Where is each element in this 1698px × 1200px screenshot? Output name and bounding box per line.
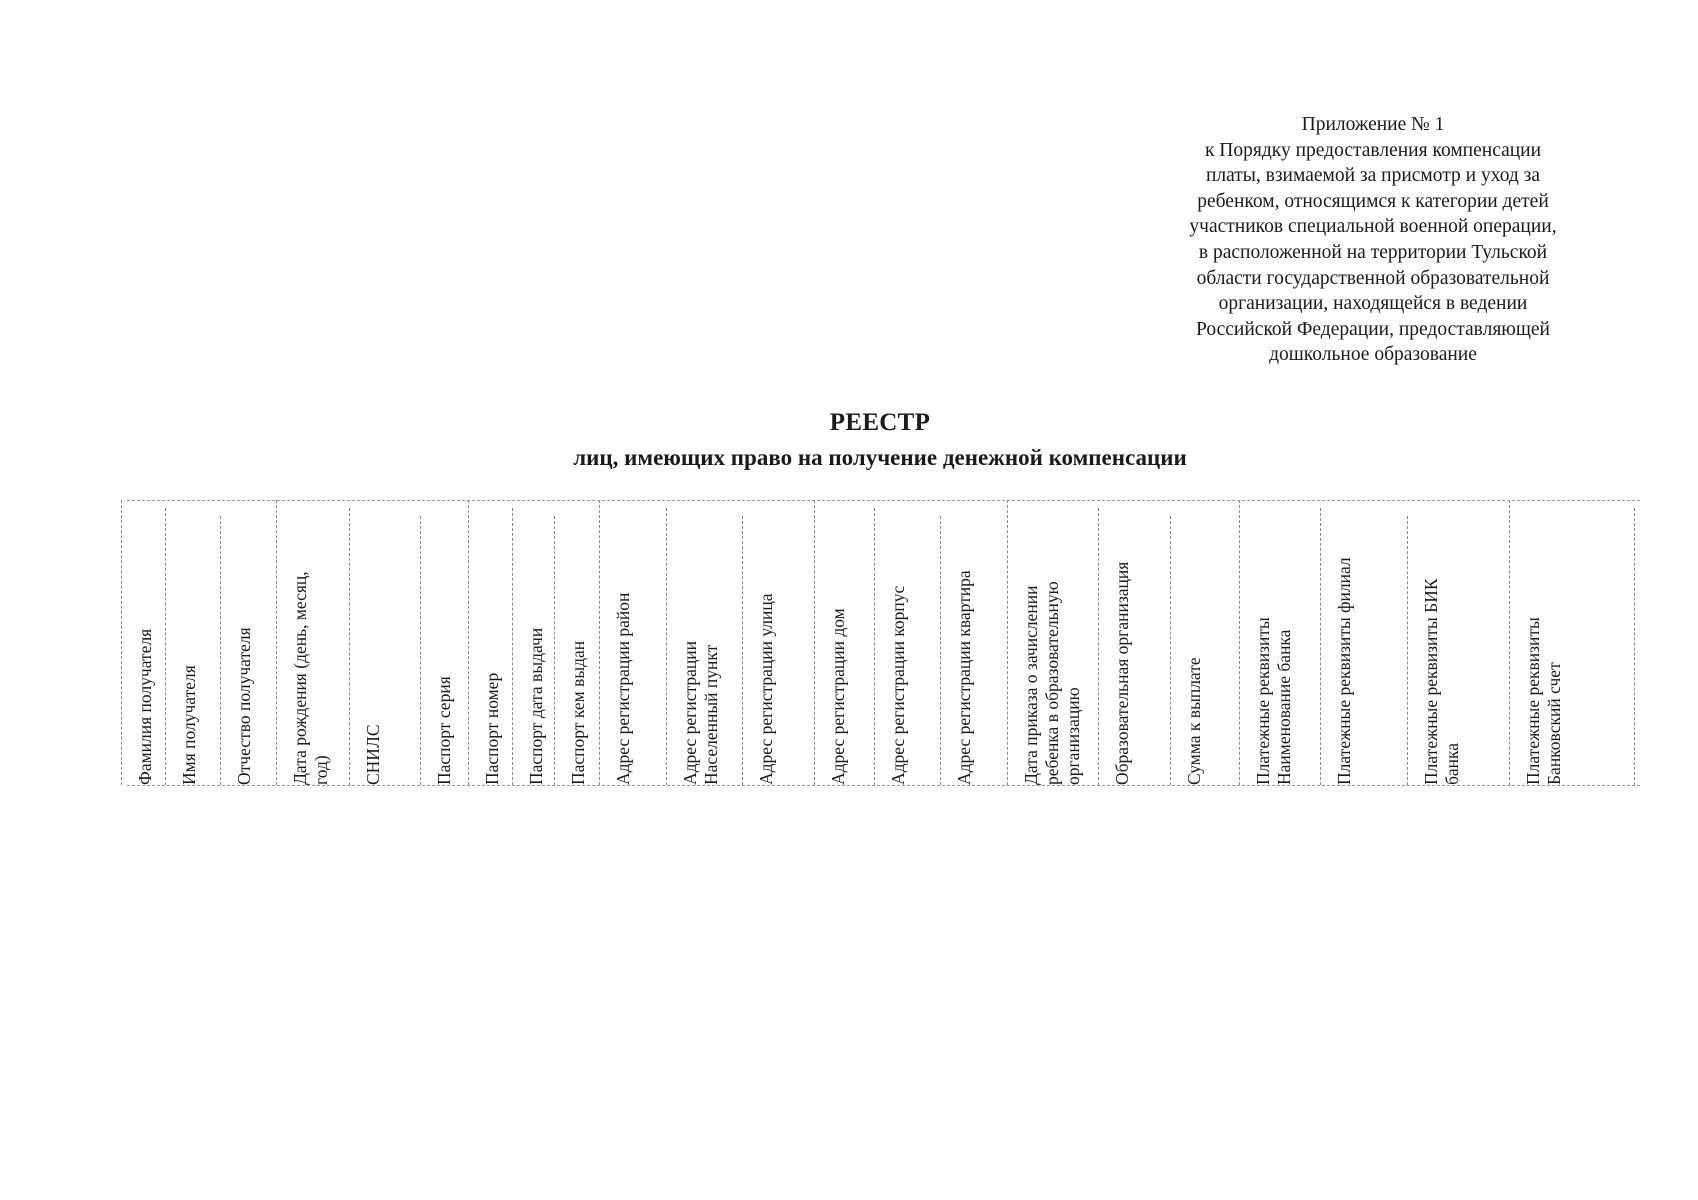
column-header-line: Паспорт серия bbox=[434, 676, 454, 785]
column-header-line: банка bbox=[1442, 742, 1462, 785]
column-header-line: организацию bbox=[1063, 687, 1083, 785]
appendix-line: области государственной образовательной bbox=[1196, 267, 1550, 289]
table-top-border bbox=[127, 500, 1640, 501]
appendix-line: платы, взимаемой за присмотр и уход за bbox=[1205, 165, 1541, 187]
column-header-line: Адрес регистрации улица bbox=[756, 593, 776, 785]
column-header-line: Дата приказа о зачислении bbox=[1021, 585, 1041, 785]
column-header-line: Платежные реквизиты bbox=[1253, 617, 1273, 785]
column-header-label bbox=[1112, 500, 1133, 785]
column-header-line: Дата рождения (день, месяц, bbox=[290, 571, 310, 785]
appendix-line: ребенком, относящимся к категории детей bbox=[1197, 190, 1549, 212]
column-header-line: Сумма к выплате bbox=[1184, 657, 1204, 785]
column-divider bbox=[874, 508, 875, 785]
column-header-line: Наименование банка bbox=[1274, 629, 1294, 785]
column-header-line: Платежные реквизиты БИК bbox=[1421, 578, 1441, 785]
column-header-line: Адрес регистрации квартира bbox=[954, 570, 974, 785]
column-header-line: Имя получателя bbox=[179, 665, 199, 785]
column-divider bbox=[666, 508, 667, 785]
column-divider bbox=[165, 508, 166, 785]
appendix-line: Российской Федерации, предоставляющей bbox=[1196, 318, 1550, 340]
appendix-line: дошкольное образование bbox=[1269, 344, 1477, 366]
column-divider bbox=[742, 516, 743, 785]
column-header-line: Фамилия получателя bbox=[135, 628, 155, 785]
column-header-line: Адрес регистрации район bbox=[613, 592, 633, 785]
column-divider bbox=[276, 500, 277, 785]
column-header-line: Адрес регистрации корпус bbox=[888, 585, 908, 785]
column-header-label bbox=[1021, 500, 1084, 785]
column-header-label bbox=[828, 500, 849, 785]
column-divider bbox=[1634, 508, 1635, 785]
column-header-label bbox=[613, 500, 634, 785]
column-divider bbox=[1320, 508, 1321, 785]
column-header-line: СНИЛС bbox=[363, 724, 383, 785]
column-header-label bbox=[434, 500, 455, 785]
column-header-line: Адрес регистрации дом bbox=[828, 608, 848, 785]
column-divider bbox=[1407, 516, 1408, 785]
column-divider bbox=[599, 500, 600, 785]
column-divider bbox=[814, 500, 815, 785]
column-header-label bbox=[179, 500, 200, 785]
appendix-line: Приложение № 1 bbox=[1301, 114, 1445, 135]
column-divider bbox=[1239, 500, 1240, 785]
column-header-label bbox=[234, 500, 255, 785]
column-divider bbox=[468, 500, 469, 785]
column-divider bbox=[940, 516, 941, 785]
column-header-line: Населенный пункт bbox=[701, 644, 721, 785]
column-divider bbox=[1098, 508, 1099, 785]
document-subtitle: лиц, имеющих право на получение денежной компенсации bbox=[573, 445, 1187, 470]
column-header-label bbox=[568, 500, 589, 785]
column-header-label bbox=[680, 500, 722, 785]
column-header-line: год) bbox=[311, 755, 331, 785]
column-divider bbox=[220, 516, 221, 785]
column-header-label bbox=[135, 500, 156, 785]
column-header-line: Паспорт номер bbox=[482, 672, 502, 785]
column-header-label bbox=[1184, 500, 1205, 785]
column-header-line: Платежные реквизиты bbox=[1523, 617, 1543, 785]
column-header-label bbox=[756, 500, 777, 785]
column-header-label bbox=[363, 500, 384, 785]
column-header-line: Платежные реквизиты филиал bbox=[1334, 557, 1354, 785]
column-divider bbox=[554, 516, 555, 785]
column-header-label bbox=[290, 500, 332, 785]
column-header-label bbox=[1253, 500, 1295, 785]
column-header-line: Образовательная организация bbox=[1112, 561, 1132, 785]
column-header-label bbox=[526, 500, 547, 785]
column-header-label bbox=[1421, 500, 1463, 785]
column-divider bbox=[349, 508, 350, 785]
table-bottom-border bbox=[127, 785, 1640, 786]
column-header-line: Паспорт кем выдан bbox=[568, 640, 588, 785]
column-header-line: Адрес регистрации bbox=[680, 641, 700, 785]
appendix-line: в расположенной на территории Тульской bbox=[1198, 241, 1548, 263]
column-divider bbox=[420, 516, 421, 785]
column-header-label bbox=[482, 500, 503, 785]
column-divider bbox=[1509, 500, 1510, 785]
column-header-label bbox=[888, 500, 909, 785]
appendix-line: к Порядку предоставления компенсации bbox=[1204, 139, 1542, 161]
column-header-label bbox=[954, 500, 975, 785]
column-divider bbox=[1007, 500, 1008, 785]
column-divider bbox=[512, 508, 513, 785]
column-header-line: Паспорт дата выдачи bbox=[526, 627, 546, 785]
appendix-line: организации, находящейся в ведении bbox=[1218, 293, 1528, 315]
column-divider bbox=[121, 500, 122, 785]
column-header-line: Отчество получателя bbox=[234, 627, 254, 785]
appendix-line: участников специальной военной операции, bbox=[1189, 216, 1557, 238]
document-title: РЕЕСТР bbox=[829, 409, 931, 436]
column-divider bbox=[1170, 516, 1171, 785]
column-header-line: ребенка в образовательную bbox=[1042, 581, 1062, 785]
column-header-label bbox=[1334, 500, 1355, 785]
column-header-line: Банковский счет bbox=[1544, 662, 1564, 785]
column-header-label bbox=[1523, 500, 1565, 785]
